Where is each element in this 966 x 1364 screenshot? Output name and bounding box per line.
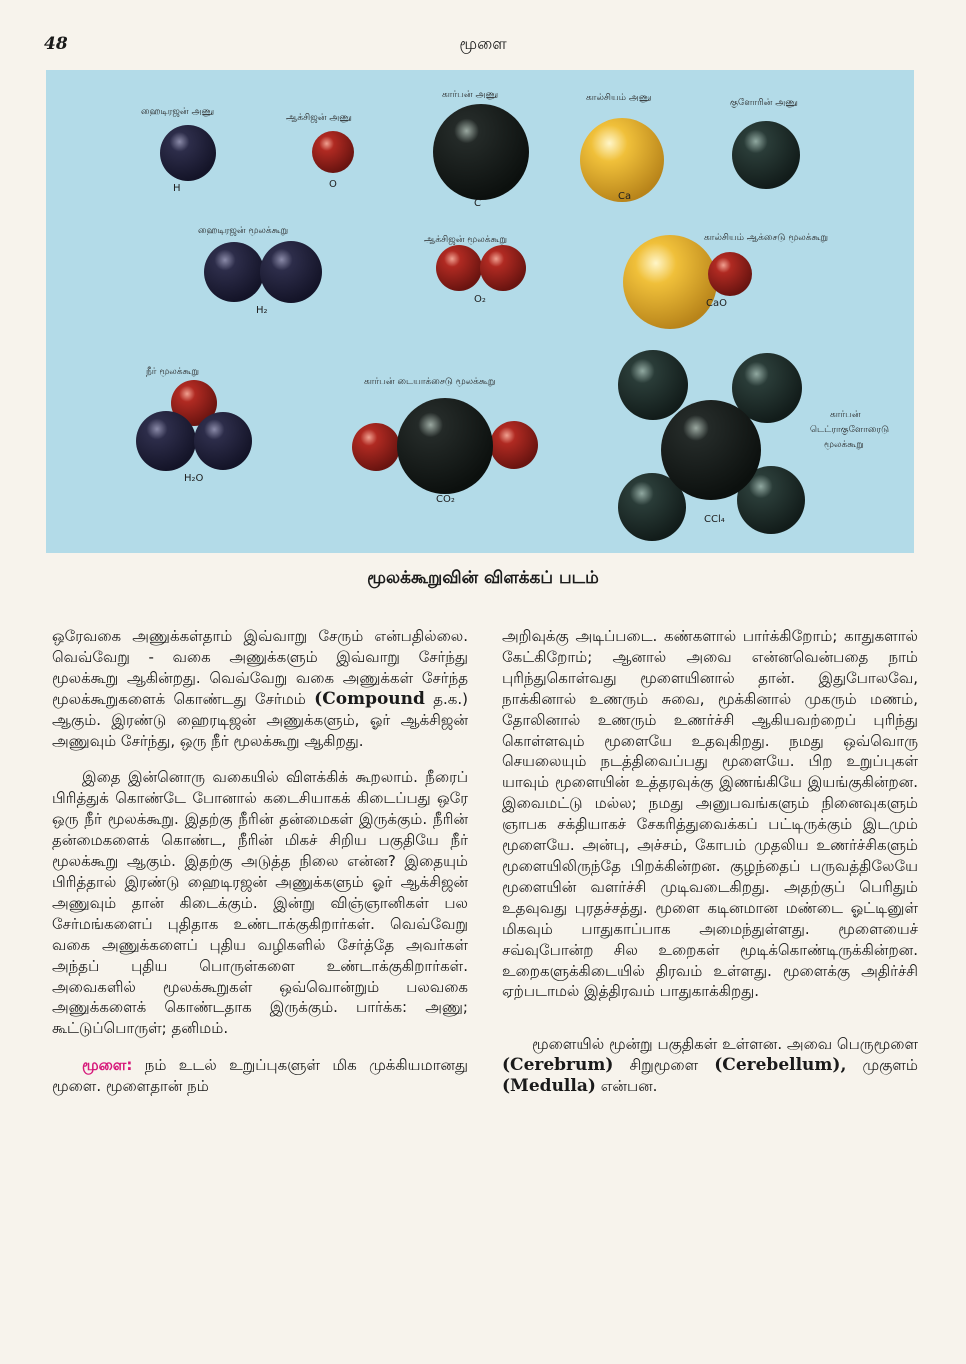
term-medulla: (Medulla): [502, 1076, 596, 1097]
oxygen-molecule-atom-1: [436, 245, 482, 291]
hydrogen-molecule-atom-1: [204, 242, 264, 302]
paragraph-text: என்பன.: [600, 1077, 658, 1096]
left-column: [52, 626, 468, 1097]
symbol-ccl4: CCl₄: [704, 514, 725, 525]
hydrogen-molecule-atom-2: [260, 241, 322, 303]
molecule-diagram: [46, 70, 914, 553]
water-hydrogen-atom-1: [136, 411, 196, 471]
label-carbon-atom: கார்பன் அணு: [442, 90, 499, 100]
symbol-c: C: [474, 198, 481, 209]
co2-oxygen-atom-1: [352, 423, 400, 471]
paragraph-molecule-explanation: இதை இன்னொரு வகையில் விளக்கிக் கூறலாம். நீரைப் பிரித்துக் கொண்டே போனால் கடைசியாகக் கிடைப்பது ஒரே ஒரு நீர் மூலக்கூறு. இதற்கு நீரின் தன்மைகள் இருக்கும். நீரின் தன்மைகளைக் கொண்ட, நீரின் மிகச் சிறிய பகுதியே நீர் மூலக்கூறு ஆகும். இதற்கு அடுத்த நிலை என்ன? இதையும் பிரித்தால் இரண்டு ஹைடிரஜன் அணுக்களும் ஓர் ஆக்சிஜன் அணுவும் தான் கிடைக்கும். இன்று விஞ்ஞானிகள் பல சேர்மங்களைப் புதிதாக உண்டாக்குகிறார்கள். வெவ்வேறு வகை அணுக்களைப் புதிய வழிகளில் சேர்த்தே அவர்கள் அந்தப் புதிய பொருள்களை உண்டாக்குகிறார்கள். அவைகளில் மூலக்கூறுகள் ஒவ்வொன்றும் பலவகை அணுக்களைக் கொண்டதாக இருக்கும். பார்க்க: அணு; கூட்டுப்பொருள்; தனிமம்.: [52, 768, 468, 1038]
label-hydrogen-atom: ஹைடிரஜன் அணு: [141, 107, 215, 117]
calcium-atom: [580, 118, 664, 202]
page-number: 48: [44, 34, 68, 54]
label-calcium-oxide-molecule: கால்சியம் ஆக்சைடு மூலக்கூறு: [704, 233, 829, 243]
label-water-molecule: நீர் மூலக்கூறு: [146, 367, 200, 377]
symbol-co2: CO₂: [436, 494, 455, 505]
label-ccl4-line3: மூலக்கூறு: [824, 440, 864, 450]
chlorine-atom: [732, 121, 800, 189]
label-oxygen-molecule: ஆக்சிஜன் மூலக்கூறு: [424, 235, 508, 245]
calcium-oxide-o-atom: [708, 252, 752, 296]
ccl4-chlorine-atom-1: [618, 350, 688, 420]
term-cerebellum: (Cerebellum),: [714, 1055, 847, 1076]
paragraph-brain-parts: [502, 1034, 918, 1097]
running-title: மூளை: [459, 34, 507, 53]
label-ccl4-line1: கார்பன்: [830, 410, 861, 420]
symbol-h2o: H₂O: [184, 473, 204, 484]
paragraph-text: நம் உடல் உறுப்புகளுள் மிக முக்கியமானது மூளை. மூளைதான் நம்: [52, 1056, 468, 1096]
co2-oxygen-atom-2: [490, 421, 538, 469]
term-suffix: த.க.): [433, 689, 468, 708]
symbol-cao: CaO: [706, 298, 727, 309]
symbol-h2: H₂: [256, 305, 268, 316]
paragraph-compound: [52, 626, 468, 751]
right-column: [502, 626, 918, 1097]
label-chlorine-atom: குளோரின் அணு: [730, 98, 798, 108]
molecule-illustration: [46, 70, 914, 553]
label-hydrogen-molecule: ஹைடிரஜன் மூலக்கூறு: [198, 226, 289, 236]
entry-heading-brain: மூளை:: [82, 1056, 133, 1075]
symbol-ca: Ca: [618, 191, 632, 202]
symbol-o: O: [329, 179, 337, 190]
paragraph-text: முகுளம்: [862, 1056, 918, 1075]
term-compound: (Compound: [314, 688, 425, 709]
label-ccl4-line2: டெட்ராகுளோரைடு: [810, 425, 890, 435]
paragraph-text: ஆகும். இரண்டு ஹைரடிஜன் அணுக்களும், ஓர் ஆக்சிஜன் அணுவும் சேர்ந்து, ஒரு நீர் மூலக்கூறு ஆகிறது.: [52, 710, 468, 750]
label-calcium-atom: கால்சியம் அணு: [586, 93, 652, 103]
paragraph-text: சிறுமூளை: [629, 1056, 699, 1075]
water-hydrogen-atom-2: [194, 412, 252, 470]
ccl4-carbon-atom: [661, 400, 761, 500]
carbon-atom: [433, 104, 529, 200]
label-oxygen-atom: ஆக்சிஜன் அணு: [286, 113, 352, 123]
label-carbon-dioxide-molecule: கார்பன் டையாக்சைடு மூலக்கூறு: [364, 377, 496, 387]
symbol-o2: O₂: [474, 294, 486, 305]
paragraph-brain-functions: அறிவுக்கு அடிப்படை. கண்களால் பார்க்கிறோம்; காதுகளால் கேட்கிறோம்; ஆனால் அவை என்னவென்பதை நாம் புரிந்துகொள்வது மூளையினால் தான். இதுபோலவே, நாக்கினால் உணரும் சுவை, மூக்கினால் முகரும் மணம், தோலினால் உணரும் உணர்ச்சி ஆகியவற்றைப் புரிந்து கொள்ளவும் மூளையே உதவுகிறது. நமது ஒவ்வொரு செயலையும் நடத்திவைப்பது மூளையே. பிற உறுப்புகள் யாவும் மூளையின் உத்தரவுக்கு இணங்கியே இயங்குகின்றன. இவைமட்டு மல்ல; நமது அனுபவங்களும் நினைவுகளும் ஞாபக சக்தியாகச் சேகரித்துவைக்கப் பட்டிருக்கும் இடமும் மூளையே. அன்பு, அச்சம், கோபம் முதலிய உணர்ச்சிகளும் மூளையிலிருந்தே பிறக்கின்றன. குழந்தைப் பருவத்திலேயே மூளையின் வளர்ச்சி முடிவடைகிறது. அதற்குப் பெரிதும் உதவுவது புரதச்சத்து. மூளை கடினமான மண்டை ஓட்டினுள் மிகவும் பாதுகாப்பாக அமைந்துள்ளது. மூளையைச் சவ்வுபோன்ற சில உறைகள் மூடிக்கொண்டிருக்கின்றன. உறைகளுக்கிடையில் திரவம் உள்ளது. மூளைக்கு அதிர்ச்சி ஏற்படாமல் இத்திரவம் பாதுகாக்கிறது.: [502, 627, 918, 1001]
paragraph-text: மூளையில் மூன்று பகுதிகள் உள்ளன. அவை பெருமூளை: [532, 1035, 918, 1054]
paragraph-brain-intro: [52, 1055, 468, 1097]
symbol-h: H: [173, 183, 181, 194]
term-cerebrum: (Cerebrum): [502, 1055, 614, 1076]
paragraph-text: ஒரேவகை அணுக்கள்தாம் இவ்வாறு சேரும் என்பதில்லை. வெவ்வேறு - வகை அணுக்களும் இவ்வாறு சேர்ந்து மூலக்கூறு ஆகின்றது. வெவ்வேறு வகை அணுக்கள் சேர்ந்த மூலக்கூறுகளைக் கொண்டது சேர்மம்: [52, 627, 468, 708]
hydrogen-atom: [160, 125, 216, 181]
co2-carbon-atom: [397, 398, 493, 494]
oxygen-molecule-atom-2: [480, 245, 526, 291]
calcium-oxide-ca-atom: [623, 235, 717, 329]
figure-caption: மூலக்கூறுவின் விளக்கப் படம்: [367, 568, 599, 588]
oxygen-atom: [312, 131, 354, 173]
